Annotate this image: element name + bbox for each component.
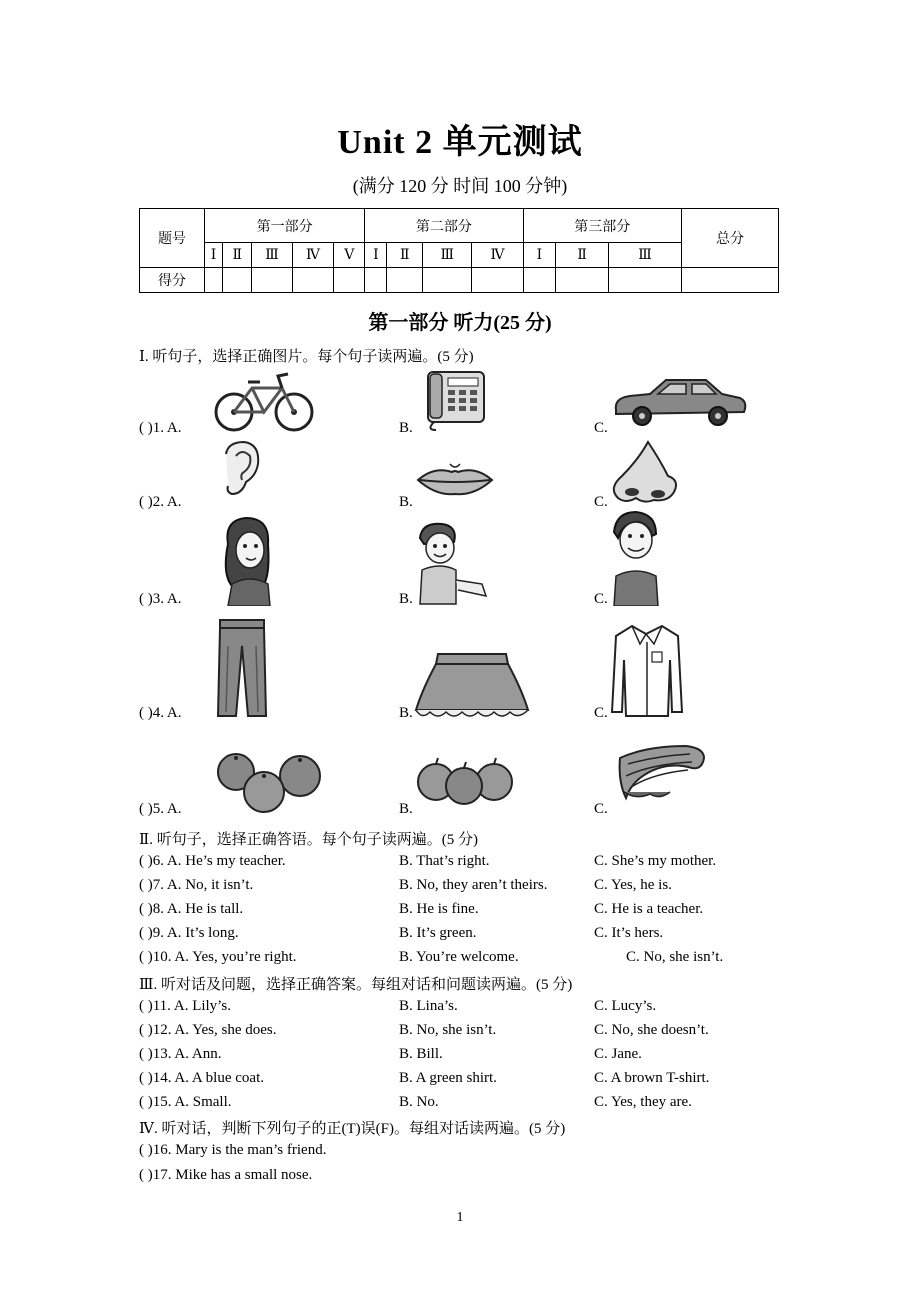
score-group-part3: 第三部分	[523, 209, 681, 243]
q12-option-b: B. No, she isn’t.	[399, 1022, 497, 1038]
score-group-part1: 第一部分	[205, 209, 365, 243]
score-cell	[252, 268, 292, 293]
page-subtitle: (满分 120 分 时间 100 分钟)	[352, 176, 568, 196]
q4-label: ( )4. A.	[139, 705, 182, 721]
q7-option-c: C. Yes, he is.	[594, 877, 672, 893]
section1-heading: Ⅰ. 听句子，选择正确图片。每个句子读两遍。(5 分)	[139, 349, 474, 365]
q3-option-b: B.	[399, 591, 413, 607]
score-cell	[292, 268, 334, 293]
q4-option-c: C.	[594, 705, 608, 721]
telephone-icon	[422, 370, 488, 432]
score-col-header: Ⅰ	[523, 243, 556, 268]
bananas-icon	[616, 742, 708, 802]
q2-option-b: B.	[399, 494, 413, 510]
q6-option-c: C. She’s my mother.	[594, 853, 717, 869]
q14-question: ( )14. A. A blue coat.	[139, 1070, 264, 1086]
page-title: Unit 2 单元测试	[337, 124, 583, 161]
mouth-icon	[416, 462, 494, 498]
q11-option-b: B. Lina’s.	[399, 998, 458, 1014]
q2-label: ( )2. A.	[139, 494, 182, 510]
oranges-icon	[214, 752, 326, 814]
shirt-icon	[610, 620, 684, 718]
q8-option-c: C. He is a teacher.	[594, 901, 704, 917]
q15-option-b: B. No.	[399, 1094, 439, 1110]
q5-label: ( )5. A.	[139, 801, 182, 817]
q10-option-b: B. You’re welcome.	[399, 949, 519, 965]
score-col-header: Ⅱ	[387, 243, 423, 268]
q8-option-b: B. He is fine.	[399, 901, 479, 917]
q13-option-b: B. Bill.	[399, 1046, 443, 1062]
q3-label: ( )3. A.	[139, 591, 182, 607]
q12-question: ( )12. A. Yes, she does.	[139, 1022, 277, 1038]
score-col-header: Ⅴ	[334, 243, 365, 268]
score-cell	[387, 268, 423, 293]
score-cell	[205, 268, 223, 293]
q14-option-b: B. A green shirt.	[399, 1070, 497, 1086]
bicycle-icon	[212, 368, 316, 434]
score-col-header: Ⅲ	[609, 243, 682, 268]
score-cell	[609, 268, 682, 293]
q16-question: ( )16. Mary is the man’s friend.	[139, 1142, 327, 1158]
q13-option-c: C. Jane.	[594, 1046, 642, 1062]
q7-question: ( )7. A. No, it isn’t.	[139, 877, 254, 893]
score-cell	[423, 268, 472, 293]
q1-option-c: C.	[594, 420, 608, 436]
q9-question: ( )9. A. It’s long.	[139, 925, 239, 941]
score-cell	[223, 268, 252, 293]
nose-icon	[608, 440, 680, 506]
q10-question: ( )10. A. Yes, you’re right.	[139, 949, 297, 965]
q17-question: ( )17. Mike has a small nose.	[139, 1167, 313, 1183]
q9-option-b: B. It’s green.	[399, 925, 477, 941]
q1-label: ( )1. A.	[139, 420, 182, 436]
apples-icon	[414, 756, 518, 806]
score-cell	[682, 268, 779, 293]
q14-option-c: C. A brown T-shirt.	[594, 1070, 710, 1086]
ear-icon	[218, 440, 262, 498]
score-col-header: Ⅱ	[556, 243, 609, 268]
score-cell	[365, 268, 387, 293]
score-col-header: Ⅲ	[423, 243, 472, 268]
q5-option-c: C.	[594, 801, 608, 817]
q3-option-c: C.	[594, 591, 608, 607]
score-cell	[523, 268, 556, 293]
q15-option-c: C. Yes, they are.	[594, 1094, 692, 1110]
score-group-total: 总分	[682, 209, 779, 268]
score-col-header: Ⅰ	[365, 243, 387, 268]
score-col-header: Ⅱ	[223, 243, 252, 268]
score-cell	[472, 268, 523, 293]
section2-heading: Ⅱ. 听句子，选择正确答语。每个句子读两遍。(5 分)	[139, 832, 478, 848]
car-icon	[610, 372, 750, 430]
q10-option-c: C. No, she isn’t.	[626, 949, 724, 965]
part1-heading: 第一部分 听力(25 分)	[368, 312, 552, 334]
score-row-label: 得分	[140, 268, 205, 293]
long-hair-girl-icon	[218, 514, 276, 606]
score-table-label: 题号	[140, 209, 205, 268]
q8-question: ( )8. A. He is tall.	[139, 901, 244, 917]
score-cell	[334, 268, 365, 293]
score-col-header: Ⅰ	[205, 243, 223, 268]
q11-question: ( )11. A. Lily’s.	[139, 998, 231, 1014]
page-number: 1	[456, 1210, 464, 1225]
score-col-header: Ⅳ	[292, 243, 334, 268]
score-table	[139, 208, 779, 293]
q7-option-b: B. No, they aren’t theirs.	[399, 877, 548, 893]
score-col-header: Ⅲ	[252, 243, 292, 268]
q15-question: ( )15. A. Small.	[139, 1094, 232, 1110]
section3-heading: Ⅲ. 听对话及问题，选择正确答案。每组对话和问题读两遍。(5 分)	[139, 977, 573, 993]
boy-icon	[412, 520, 492, 606]
score-cell	[556, 268, 609, 293]
q6-option-b: B. That’s right.	[399, 853, 490, 869]
short-hair-girl-icon	[608, 510, 662, 606]
q9-option-c: C. It’s hers.	[594, 925, 664, 941]
q5-option-b: B.	[399, 801, 413, 817]
section4-heading: Ⅳ. 听对话，判断下列句子的正(T)误(F)。每组对话读两遍。(5 分)	[139, 1121, 566, 1137]
q4-option-b: B.	[399, 705, 413, 721]
score-group-part2: 第二部分	[365, 209, 523, 243]
q1-option-b: B.	[399, 420, 413, 436]
q2-option-c: C.	[594, 494, 608, 510]
q12-option-c: C. No, she doesn’t.	[594, 1022, 709, 1038]
trousers-icon	[214, 616, 270, 720]
score-col-header: Ⅳ	[472, 243, 523, 268]
skirt-icon	[412, 650, 532, 722]
q11-option-c: C. Lucy’s.	[594, 998, 657, 1014]
q13-question: ( )13. A. Ann.	[139, 1046, 222, 1062]
q6-question: ( )6. A. He’s my teacher.	[139, 853, 286, 869]
